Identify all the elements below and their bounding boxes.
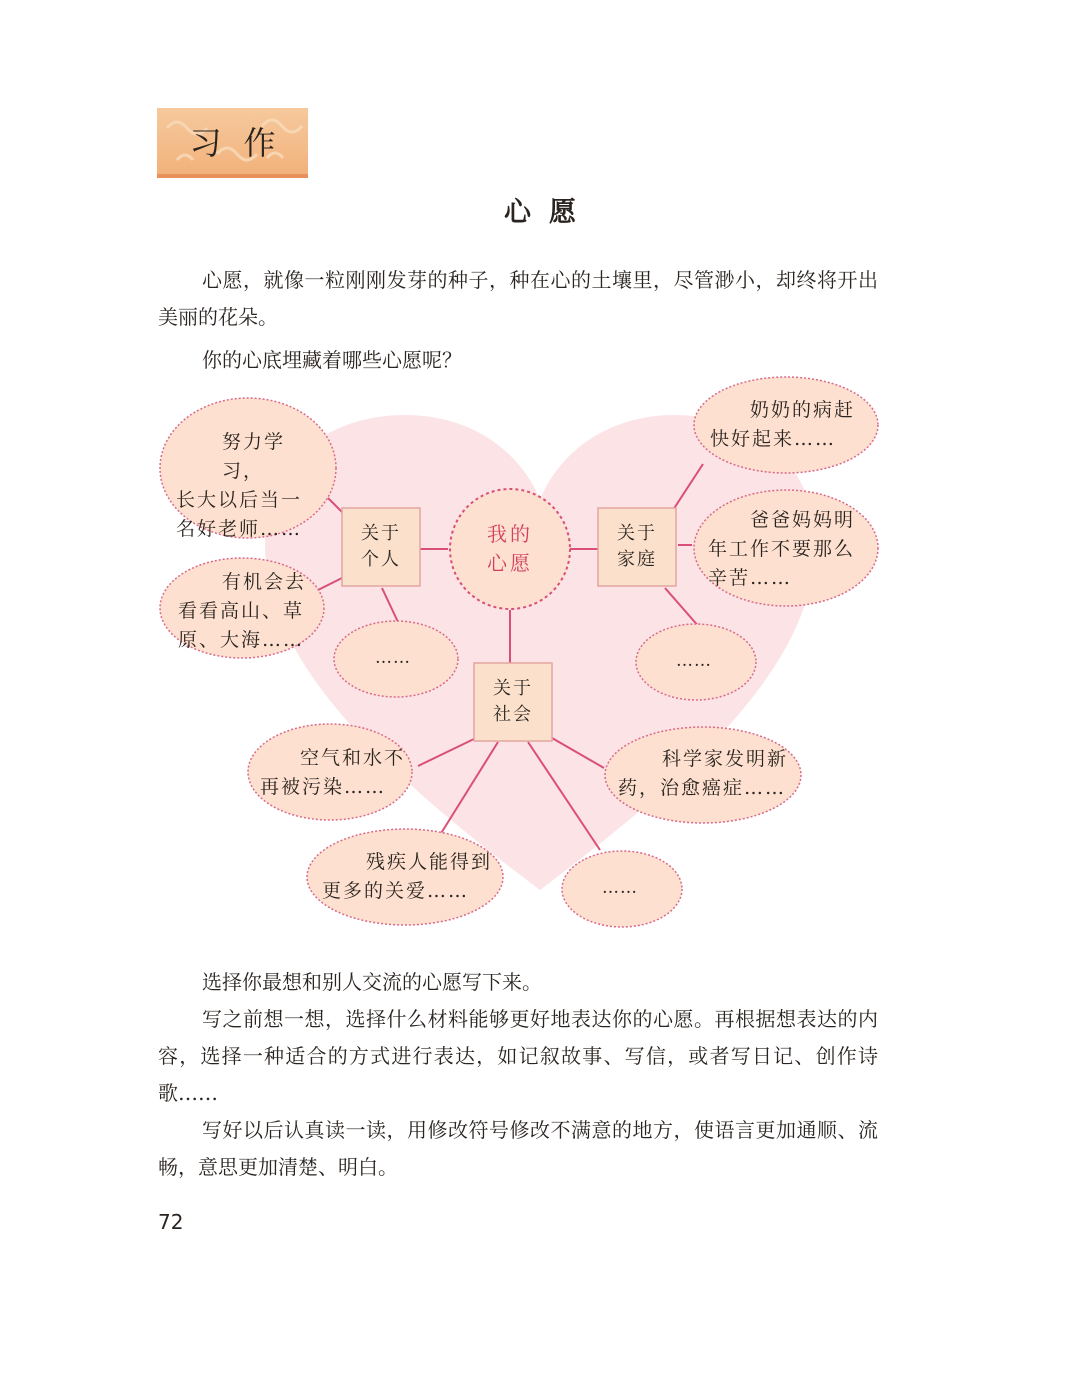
box-label-family: 关于 家庭 (617, 523, 657, 570)
instruction-paragraph-3: 写好以后认真读一读，用修改符号修改不满意的地方，使语言更加通顺、流畅，意思更加清楚、明白。 (158, 1118, 878, 1179)
bubble-text-personal-1: 努力学习， 长大以后当一 名好老师…… (176, 431, 303, 540)
page-number: 72 (158, 1210, 184, 1234)
bubble-text-society-4: …… (602, 878, 638, 898)
bubble-text-family-1: 奶奶的病赶 快好起来…… (710, 399, 856, 450)
instruction-paragraph-2: 写之前想一想，选择什么材料能够更好地表达你的心愿。再根据想表达的内容，选择一种适合的方式进行表达，如记叙故事、写信，或者写日记、创作诗歌…… (158, 1007, 878, 1105)
intro-paragraph-1: 心愿，就像一粒刚刚发芽的种子，种在心的土壤里，尽管渺小，却终将开出美丽的花朵。 (158, 268, 878, 329)
bubble-text-personal-3: …… (375, 648, 411, 668)
bubble-text-society-3: 残疾人能得到 更多的关爱…… (322, 851, 493, 902)
page-title: 心愿 (504, 197, 594, 228)
intro-paragraph-2: 你的心底埋藏着哪些心愿呢？ (202, 348, 462, 372)
bubble-text-family-2: 爸爸妈妈明 年工作不要那么 辛苦…… (708, 509, 856, 589)
bubble-text-society-2: 科学家发明新 药，治愈癌症…… (618, 748, 789, 799)
box-label-society: 关于 社会 (493, 678, 533, 725)
center-label: 我的 心愿 (487, 522, 533, 575)
section-banner-text: 习作 (189, 124, 298, 162)
box-label-personal: 关于 个人 (361, 523, 401, 570)
bubble-text-society-1: 空气和水不 再被污染…… (260, 747, 406, 798)
instruction-paragraph-1: 选择你最想和别人交流的心愿写下来。 (202, 970, 542, 994)
bubble-text-personal-2: 有机会去 看看高山、草 原、大海…… (178, 571, 307, 651)
bubble-text-family-3: …… (676, 651, 712, 671)
